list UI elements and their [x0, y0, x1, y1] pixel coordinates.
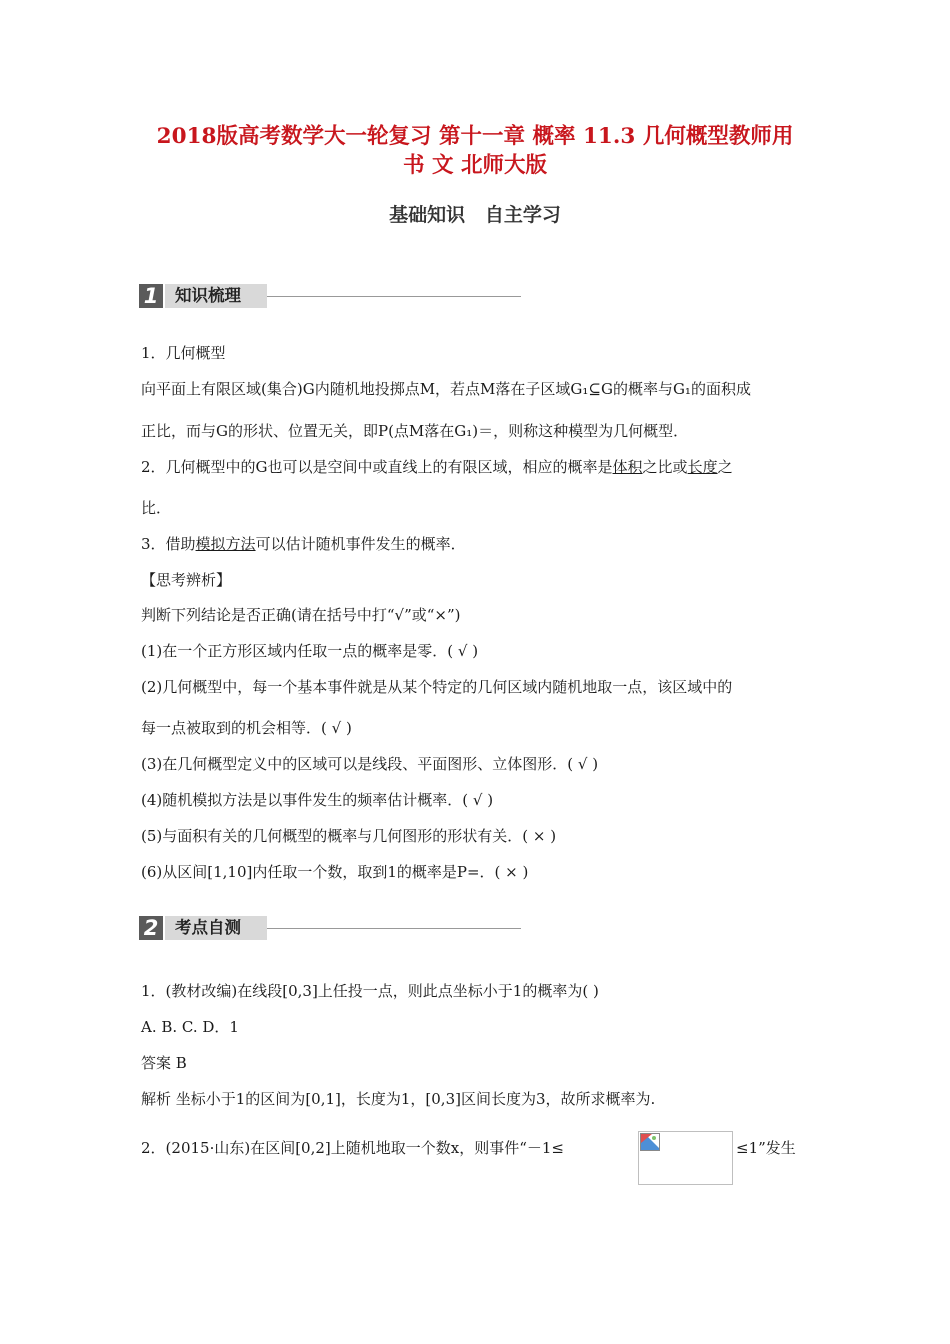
question-1-options: A. B. C. D．1 [141, 1018, 239, 1036]
point-3-text: 3．借助模拟方法可以估计随机事件发生的概率． [141, 535, 466, 553]
point-1-text: 向平面上有限区域(集合)G内随机地投掷点M，若点M落在子区域G₁⊆G的概率与G₁的面积成 [141, 380, 751, 398]
think-item-2: (2)几何概型中，每一个基本事件就是从某个特定的几何区域内随机地取一点，该区域中的 [141, 678, 733, 696]
think-item-6: (6)从区间[1,10]内任取一个数，取到1的概率是P=．( × ) [141, 863, 529, 881]
blank-answer-volume: 体积 [612, 458, 643, 476]
section-number: 2 [139, 916, 163, 940]
document-title [0, 122, 950, 180]
section-number: 1 [139, 284, 163, 308]
question-2: 2．(2015·山东)在区间[0,2]上随机地取一个数x，则事件“－1≤ [141, 1139, 564, 1157]
blank-answer-simulation: 模拟方法 [195, 535, 256, 553]
broken-image-icon [640, 1133, 660, 1151]
question-1-answer: 答案 B [141, 1054, 187, 1072]
think-item-2-cont: 每一点被取到的机会相等．( √ ) [141, 719, 352, 737]
section-header-self-test [139, 916, 521, 940]
think-instruction: 判断下列结论是否正确(请在括号中打“√”或“×”) [141, 606, 461, 624]
question-1-explanation: 解析 坐标小于1的区间为[0,1]，长度为1，[0,3]区间长度为3，故所求概率为. [141, 1090, 656, 1108]
section-divider [267, 928, 521, 929]
section-header-knowledge [139, 284, 521, 308]
think-item-5: (5)与面积有关的几何概型的概率与几何图形的形状有关．( × ) [141, 827, 557, 845]
question-1: 1．(教材改编)在线段[0,3]上任投一点，则此点坐标小于1的概率为( ) [141, 982, 599, 1000]
blank-answer-length: 长度 [687, 458, 718, 476]
section-label: 知识梳理 [165, 284, 267, 308]
point-1-heading: 1．几何概型 [141, 344, 226, 362]
think-item-3: (3)在几何概型定义中的区域可以是线段、平面图形、立体图形．( √ ) [141, 755, 599, 773]
formula-image-placeholder [638, 1131, 733, 1185]
point-2-text: 2．几何概型中的G也可以是空间中或直线上的有限区域，相应的概率是体积之比或长度之 [141, 458, 733, 476]
section-label: 考点自测 [165, 916, 267, 940]
point-2-text-cont: 比． [141, 499, 172, 517]
think-item-1: (1)在一个正方形区域内任取一点的概率是零．( √ ) [141, 642, 479, 660]
subtitle: 基础知识 自主学习 [389, 204, 561, 226]
question-2-cont: ≤1”发生 [736, 1139, 796, 1157]
section-divider [267, 296, 521, 297]
title-line-1: 2018版高考数学大一轮复习 第十一章 概率 11.3 几何概型教师用 [156, 124, 794, 149]
title-line-2: 书 文 北师大版 [403, 153, 547, 178]
think-item-4: (4)随机模拟方法是以事件发生的频率估计概率．( √ ) [141, 791, 494, 809]
point-1-text-cont: 正比，而与G的形状、位置无关，即P(点M落在G₁)＝，则称这种模型为几何概型． [141, 422, 689, 440]
think-heading: 【思考辨析】 [141, 571, 232, 589]
